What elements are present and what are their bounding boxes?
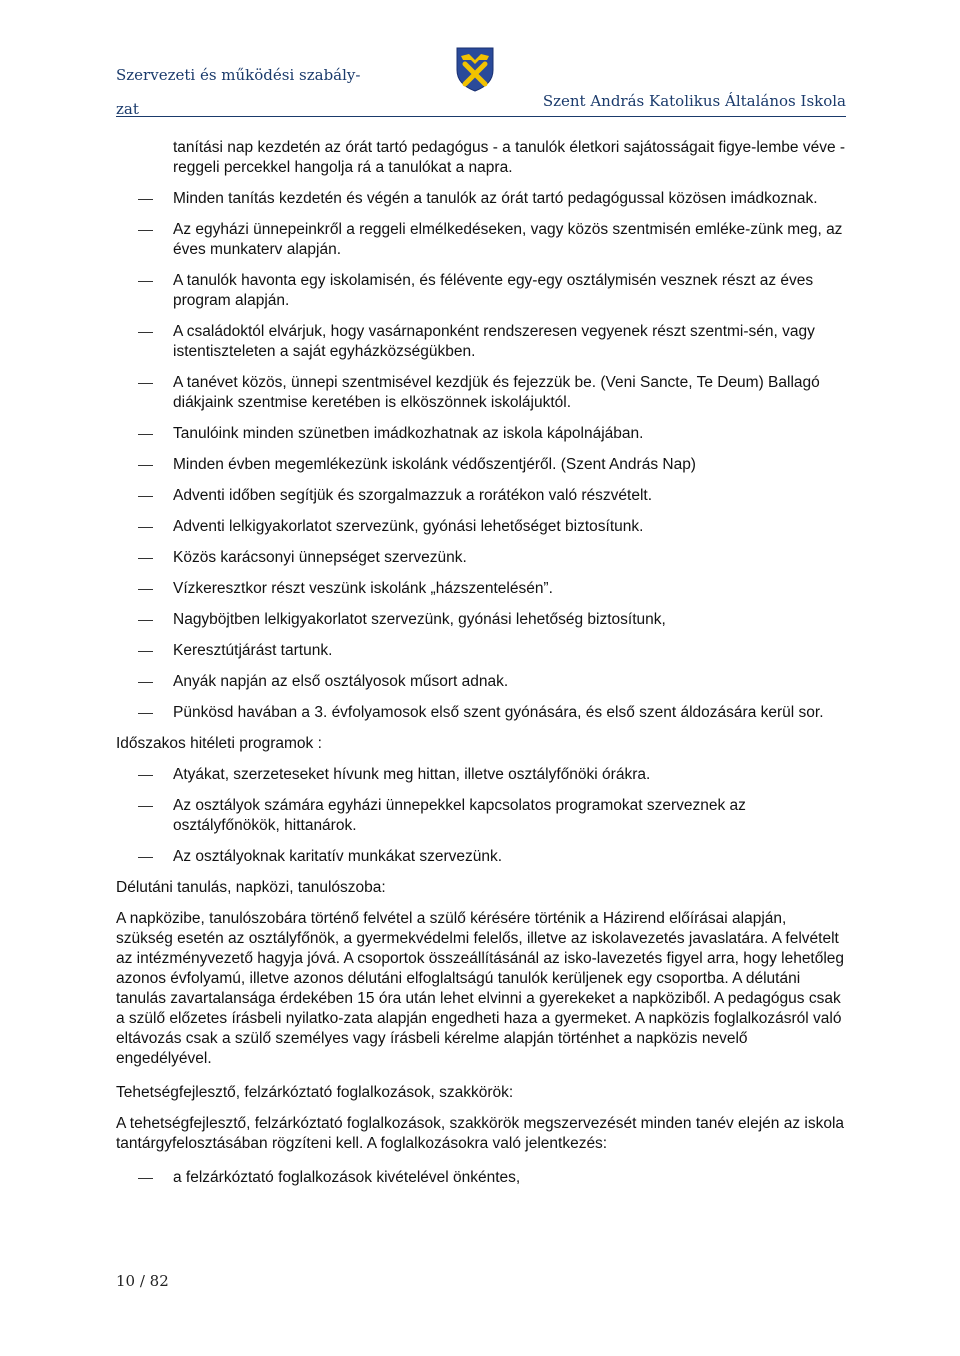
list-item (116, 610, 846, 630)
header-doc-title-line2: zat (116, 100, 139, 118)
list-item (116, 322, 846, 362)
school-crest-icon (455, 46, 495, 92)
dash-bullet-icon (138, 230, 153, 231)
list-item (116, 1168, 846, 1188)
dash-bullet-icon (138, 713, 153, 714)
section-heading-periodic-programs: Időszakos hitéleti programok : (116, 735, 322, 752)
list-item (116, 373, 846, 413)
list-item (116, 220, 846, 260)
dash-bullet-icon (138, 651, 153, 652)
list-item-text: Minden tanítás kezdetén és végén a tanulók az órát tartó pedagógussal közösen imádkoznak. (173, 190, 818, 207)
dash-bullet-icon (138, 199, 153, 200)
list-item (116, 641, 846, 661)
dash-bullet-icon (138, 857, 153, 858)
list-item (116, 548, 846, 568)
list-item-text: Adventi időben segítjük és szorgalmazzuk a rorátékon való részvételt. (173, 487, 653, 504)
dash-bullet-icon (138, 806, 153, 807)
dash-bullet-icon (138, 1178, 153, 1179)
section-heading-afternoon-study: Délutáni tanulás, napközi, tanulószoba: (116, 879, 386, 896)
talent-programs-paragraph: A tehetségfejlesztő, felzárkóztató foglalkozások, szakkörök megszervezését minden tanév elején az iskola tantárgyfelosztásában rögzíteni kell. A foglalkozásokra való jelentkezés: (116, 1115, 845, 1152)
dash-bullet-icon (138, 775, 153, 776)
dash-bullet-icon (138, 558, 153, 559)
list-item (116, 703, 846, 723)
dash-bullet-icon (138, 620, 153, 621)
list-item-text: Tanulóink minden szünetben imádkozhatnak az iskola kápolnájában. (173, 425, 644, 442)
list-item-text: Minden évben megemlékezünk iskolánk védőszentjéről. (Szent András Nap) (173, 456, 696, 473)
list-item (116, 486, 846, 506)
header-doc-title-line1: Szervezeti és működési szabály- (116, 66, 361, 84)
dash-bullet-icon (138, 496, 153, 497)
dash-bullet-icon (138, 465, 153, 466)
list-item (116, 517, 846, 537)
page-content (116, 138, 846, 1199)
list-item-text: Az osztályok számára egyházi ünnepekkel kapcsolatos programokat szerveznek az osztályfőnökök, hittanárok. (173, 797, 746, 834)
header-school-name: Szent András Katolikus Általános Iskola (542, 92, 846, 110)
dash-bullet-icon (138, 332, 153, 333)
list-item-text: Pünkösd havában a 3. évfolyamosok első szent gyónására, és első szent áldozására kerül sor. (173, 704, 824, 721)
periodic-program-list (116, 765, 846, 867)
list-item-text: Keresztútjárást tartunk. (173, 642, 333, 659)
page-number: 10 / 82 (116, 1272, 169, 1290)
list-item-text: Adventi lelkigyakorlatot szervezünk, gyónási lehetőséget biztosítunk. (173, 518, 644, 535)
list-item (116, 579, 846, 599)
list-item (116, 271, 846, 311)
list-item-text: A családoktól elvárjuk, hogy vasárnaponként rendszeresen vegyenek részt szentmi-sén, vagy istentiszteleten a saját egyházközségükben. (173, 323, 815, 360)
list-item (116, 765, 846, 785)
list-item-text: A tanévet közös, ünnepi szentmisével kezdjük és fejezzük be. (Veni Sancte, Te Deum) Ballagó diákjaink szentmise keretében is elköszönnek iskolájuktól. (173, 374, 820, 411)
continued-paragraph: tanítási nap kezdetén az órát tartó pedagógus - a tanulók életkori sajátosságait figye-lembe véve - reggeli percekkel hangolja rá a tanulókat a napra. (173, 139, 846, 176)
afternoon-study-paragraph: A napközibe, tanulószobára történő felvétel a szülő kérésére történik a Házirend előírásai alapján, szükség esetén az osztályfőnök, a gyermekvédelmi felelős, illetve az iskolavezetés javaslatára. A felvételt az intézményvezető hagyja jóvá. A csoportok összeállításánál az isko-lavezetés figyel arra, hogy lehetőleg azonos évfolyamú, illetve azonos délutáni elfoglaltságú tanulók kerüljenek egy csoportba. A délutáni tanulás zavartalansága érdekében 15 óra után lehet elvinni a gyerekeket a napköziből. A pedagógus csak a szülő előzetes írásbeli nyilatko-zata alapján engedheti haza a gyermeket. A napközis foglalkozásról való eltávozás csak a szülő személyes vagy írásbeli kérelme alapján történhet a napközis nevelő engedélyével. (116, 910, 845, 1067)
list-item-text: Közös karácsonyi ünnepséget szervezünk. (173, 549, 467, 566)
list-item-text: Anyák napján az első osztályosok műsort adnak. (173, 673, 509, 690)
list-item (116, 424, 846, 444)
list-item-text: Atyákat, szerzeteseket hívunk meg hittan, illetve osztályfőnöki órákra. (173, 766, 651, 783)
dash-bullet-icon (138, 434, 153, 435)
list-item (116, 189, 846, 209)
religious-program-list (116, 189, 846, 723)
dash-bullet-icon (138, 589, 153, 590)
enrollment-list (116, 1168, 846, 1188)
list-item (116, 455, 846, 475)
list-item-text: Az egyházi ünnepeinkről a reggeli elmélkedéseken, vagy közös szentmisén emléke-zünk meg, az éves munkaterv alapján. (173, 221, 843, 258)
section-heading-talent-programs: Tehetségfejlesztő, felzárkóztató foglalkozások, szakkörök: (116, 1084, 514, 1101)
list-item (116, 796, 846, 836)
list-item-text: a felzárkóztató foglalkozások kivételével önkéntes, (173, 1169, 521, 1186)
list-item-text: A tanulók havonta egy iskolamisén, és félévente egy-egy osztálymisén vesznek részt az éves program alapján. (173, 272, 814, 309)
list-item-text: Az osztályoknak karitatív munkákat szervezünk. (173, 848, 503, 865)
dash-bullet-icon (138, 682, 153, 683)
dash-bullet-icon (138, 281, 153, 282)
dash-bullet-icon (138, 527, 153, 528)
header-divider (116, 116, 846, 117)
list-item-text: Vízkeresztkor részt veszünk iskolánk „házszentelésén”. (173, 580, 553, 597)
list-item-text: Nagyböjtben lelkigyakorlatot szervezünk, gyónási lehetőség biztosítunk, (173, 611, 666, 628)
list-item (116, 847, 846, 867)
dash-bullet-icon (138, 383, 153, 384)
list-item (116, 672, 846, 692)
